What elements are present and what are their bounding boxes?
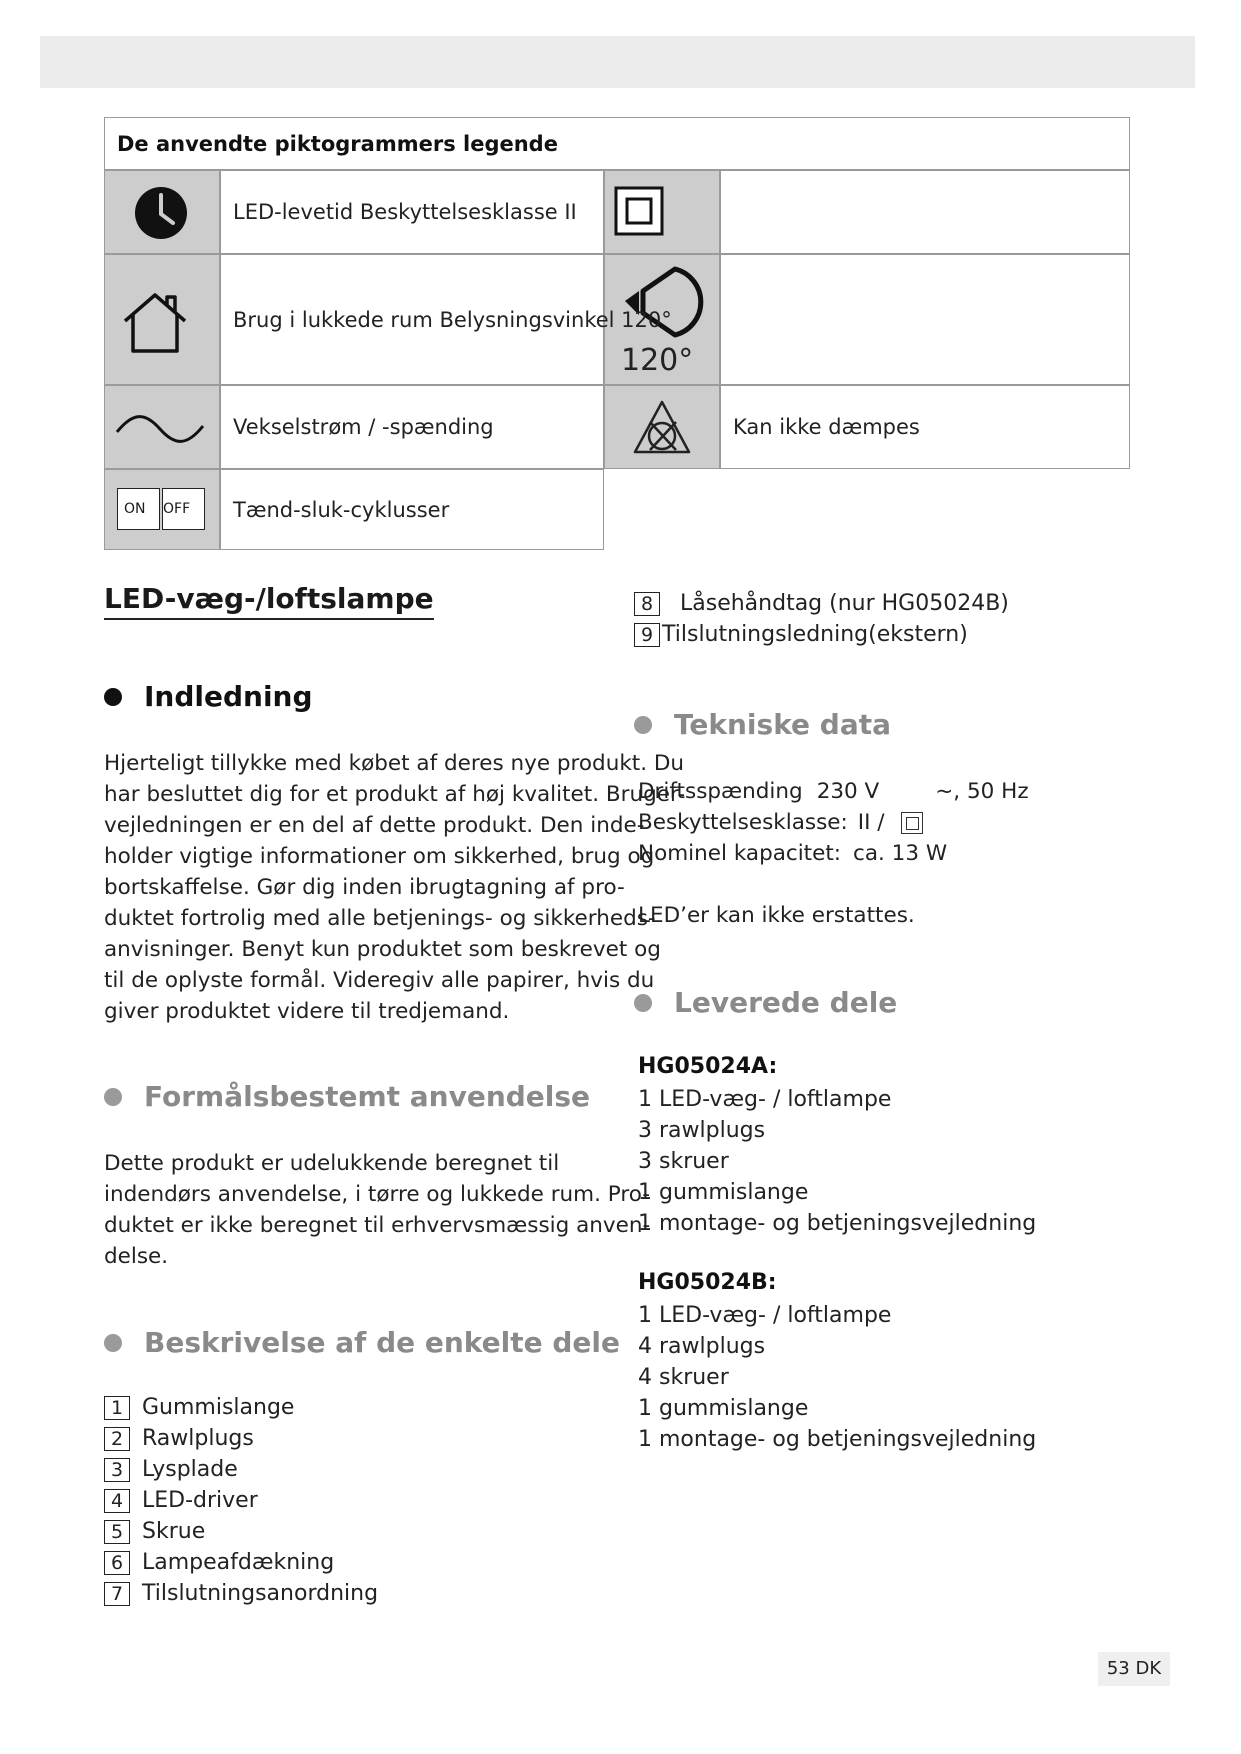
list-item <box>104 1392 378 1423</box>
product-title: LED-væg-/loftslampe <box>104 582 434 620</box>
off-label: OFF <box>162 488 205 530</box>
part-label: Lampeafdækning <box>142 1550 335 1575</box>
list-item: 3 rawlplugs <box>638 1118 766 1143</box>
intended-use-paragraph <box>104 1148 651 1272</box>
part-label: Rawlplugs <box>142 1426 254 1451</box>
list-item <box>104 1547 378 1578</box>
list-item: 4 skruer <box>638 1365 729 1390</box>
page-number: 53 DK <box>1098 1652 1170 1686</box>
part-number: 1 <box>104 1396 130 1420</box>
list-item: 1 montage- og betjeningsvejledning <box>638 1427 1037 1452</box>
part-label: Låsehåndtag (nur HG05024B) <box>680 591 1009 616</box>
legend-text-right-1 <box>720 170 1130 254</box>
legend-icon-cell <box>104 385 220 469</box>
tech-heading <box>634 708 891 741</box>
list-item: 3 skruer <box>638 1149 729 1174</box>
bullet-dot <box>104 1088 122 1106</box>
part-number: 4 <box>104 1489 130 1513</box>
class-value: II / <box>857 810 885 835</box>
bullet-dot <box>104 1334 122 1352</box>
intro-heading <box>104 680 313 713</box>
part-number: 7 <box>104 1582 130 1606</box>
part-label: Skrue <box>142 1519 206 1544</box>
legend-icon-cell <box>104 254 220 385</box>
part-label: Tilslutningsledning(ekstern) <box>662 622 968 647</box>
power-label: Nominel kapacitet: <box>638 841 842 866</box>
intro-line: duktet fortrolig med alle betjenings- og sikkerheds- <box>104 906 656 931</box>
intro-heading-text: Indledning <box>144 680 313 713</box>
class-label: Beskyttelsesklasse: <box>638 810 848 835</box>
legend-text-not-dimmable: Kan ikke dæmpes <box>720 385 1130 469</box>
protection-class-ii-icon <box>613 185 665 237</box>
pictogram-legend-table <box>104 117 1130 547</box>
list-item: 1 gummislange <box>638 1180 809 1205</box>
intro-line: giver produktet videre til tredjemand. <box>104 999 510 1024</box>
legend-title: De anvendte piktogrammers legende <box>104 117 1130 170</box>
intro-line: til de oplyste formål. Videregiv alle papirer, hvis du <box>104 968 655 993</box>
intro-line: bortskaffelse. Gør dig inden ibrugtagning af pro- <box>104 875 625 900</box>
on-off-icon <box>117 488 207 530</box>
alternating-current-icon <box>115 414 205 444</box>
legend-text-led-lifetime: LED-levetid Beskyttelsesklasse II <box>220 170 604 254</box>
list-item <box>104 1516 378 1547</box>
tech-data <box>638 776 1029 931</box>
intended-use-heading <box>104 1080 590 1113</box>
protection-class-ii-icon <box>901 812 923 834</box>
model-a-label: HG05024A: <box>638 1054 778 1079</box>
part-label: Tilslutningsanordning <box>142 1581 379 1606</box>
on-label: ON <box>117 488 160 530</box>
beam-angle-label: 120° <box>621 343 694 378</box>
house-icon <box>119 291 191 355</box>
intro-line: anvisninger. Benyt kun produktet som beskrevet og <box>104 937 661 962</box>
legend-text-indoor-use <box>220 254 672 385</box>
voltage-frequency: ~, 50 Hz <box>935 779 1029 804</box>
legend-icon-cell <box>104 469 220 550</box>
intro-line: Hjerteligt tillykke med købet af deres nye produkt. Du <box>104 751 685 776</box>
part-number: 8 <box>634 592 660 616</box>
list-item <box>104 1454 378 1485</box>
model-b-label: HG05024B: <box>638 1270 777 1295</box>
part-number: 2 <box>104 1427 130 1451</box>
parts-list-continued <box>634 588 1009 650</box>
part-number: 3 <box>104 1458 130 1482</box>
part-label: Lysplade <box>142 1457 238 1482</box>
intro-line: vejledningen er en del af dette produkt. Den inde- <box>104 813 645 838</box>
parts-list <box>104 1392 378 1609</box>
parts-heading <box>104 1326 620 1359</box>
list-item: 1 montage- og betjeningsvejledning <box>638 1211 1037 1236</box>
part-label: Gummislange <box>142 1395 295 1420</box>
part-number: 6 <box>104 1551 130 1575</box>
intro-line: har besluttet dig for et produkt af høj kvalitet. Bruger- <box>104 782 686 807</box>
header-bar <box>40 36 1195 88</box>
legend-text-right-2 <box>720 254 1130 385</box>
part-number: 9 <box>634 623 660 647</box>
tech-heading-text: Tekniske data <box>674 708 892 741</box>
list-item <box>104 1485 378 1516</box>
parts-heading-text: Beskrivelse af de enkelte dele <box>144 1326 620 1359</box>
delivery-heading-text: Leverede dele <box>674 986 898 1019</box>
legend-icon-cell <box>604 385 720 469</box>
part-label: LED-driver <box>142 1488 258 1513</box>
legend-text-indoor-use-label: Brug i lukkede rum Belysningsvinkel 120° <box>233 307 672 332</box>
class-row <box>638 807 1029 838</box>
voltage-label: Driftsspænding <box>638 779 803 804</box>
bullet-dot <box>634 716 652 734</box>
delivery-list-a <box>638 1084 1036 1239</box>
intro-paragraph <box>104 748 686 1027</box>
list-item: 1 LED-væg- / loftlampe <box>638 1087 892 1112</box>
voltage-row <box>638 776 1029 807</box>
legend-text-alternating-current: Vekselstrøm / -spænding <box>220 385 604 469</box>
clock-icon <box>131 183 191 243</box>
power-row <box>638 838 1029 869</box>
delivery-list-b <box>638 1300 1036 1455</box>
list-item: 1 gummislange <box>638 1396 809 1421</box>
intended-use-line: indendørs anvendelse, i tørre og lukkede rum. Pro- <box>104 1182 651 1207</box>
bullet-dot <box>104 688 122 706</box>
part-number: 5 <box>104 1520 130 1544</box>
list-item <box>634 588 1009 619</box>
tech-note: LED’er kan ikke erstattes. <box>638 903 915 928</box>
intended-use-heading-text: Formålsbestemt anvendelse <box>144 1080 591 1113</box>
legend-icon-cell <box>604 170 720 254</box>
list-item <box>104 1578 378 1609</box>
intended-use-line: delse. <box>104 1244 169 1269</box>
power-value: ca. 13 W <box>853 841 948 866</box>
intended-use-line: Dette produkt er udelukkende beregnet til <box>104 1151 560 1176</box>
list-item <box>634 619 1009 650</box>
list-item <box>104 1423 378 1454</box>
intro-line: holder vigtige informationer om sikkerhed, brug og <box>104 844 655 869</box>
bullet-dot <box>634 994 652 1012</box>
delivery-heading <box>634 986 897 1019</box>
legend-text-switch-cycles: Tænd-sluk-cyklusser <box>220 469 604 550</box>
list-item: 1 LED-væg- / loftlampe <box>638 1303 892 1328</box>
legend-icon-cell <box>104 170 220 254</box>
voltage-value: 230 V <box>816 779 880 804</box>
not-dimmable-icon <box>631 398 693 458</box>
intended-use-line: duktet er ikke beregnet til erhvervsmæssig anven- <box>104 1213 651 1238</box>
list-item: 4 rawlplugs <box>638 1334 766 1359</box>
